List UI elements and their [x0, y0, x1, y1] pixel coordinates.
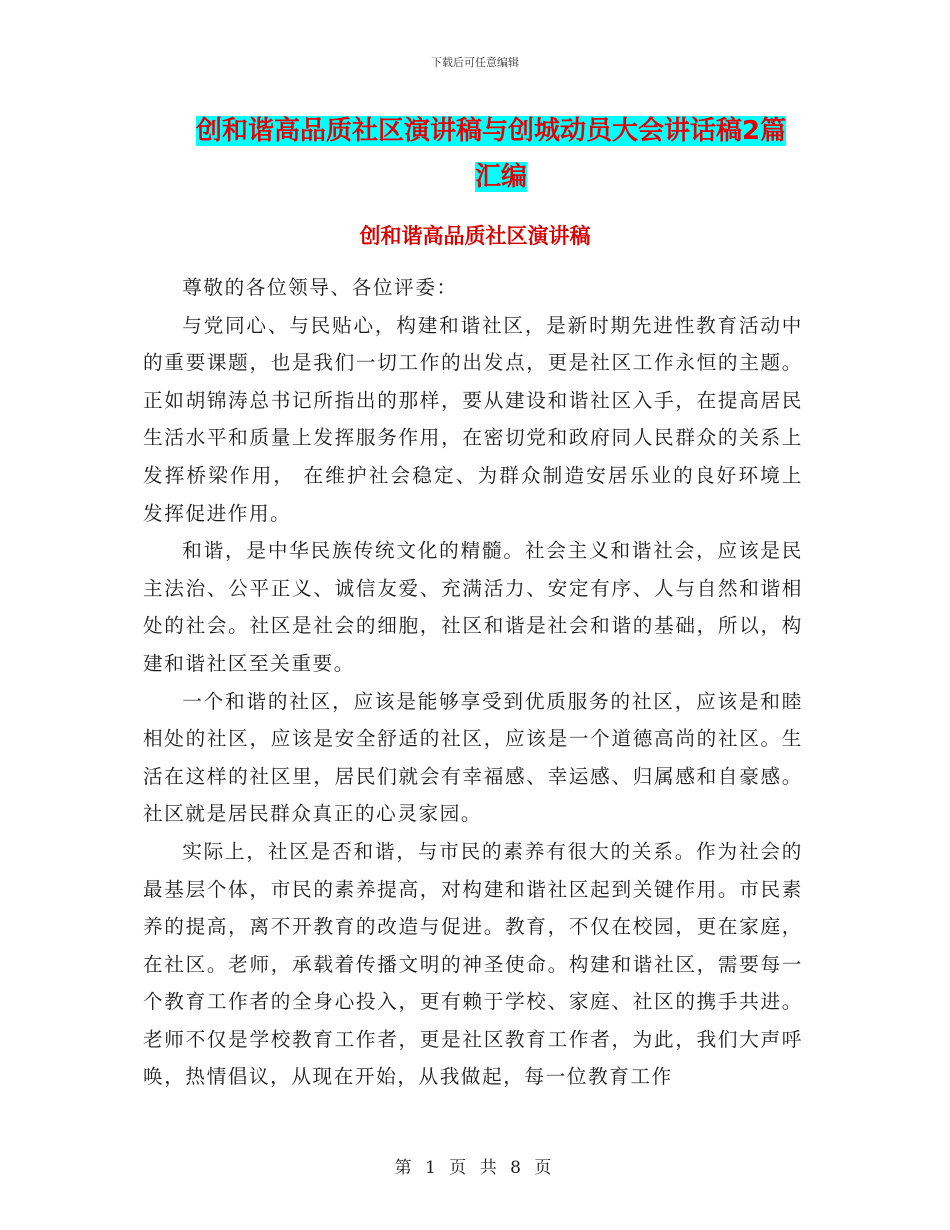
document-title: [196, 108, 806, 200]
document-title-line-1: 创和谐高品质社区演讲稿与创城动员大会讲话稿2篇: [196, 116, 787, 146]
section-title: 创和谐高品质社区演讲稿: [359, 224, 591, 248]
page-header-note: 下载后可任意编辑: [431, 56, 519, 69]
body-paragraph: 和谐，是中华民族传统文化的精髓。社会主义和谐社会，应该是民主法治、公平正义、诚信友爱、充满活力、安定有序、人与自然和谐相处的社会。社区是社会的细胞，社区和谐是社会和谐的基础，所以，构建和谐社区至关重要。: [143, 539, 803, 675]
document-title-line-2: 汇编: [474, 162, 527, 192]
salutation-paragraph: 尊敬的各位领导、各位评委：: [182, 276, 458, 299]
body-paragraph: 与党同心、与民贴心，构建和谐社区，是新时期先进性教育活动中的重要课题，也是我们一切工作的出发点，更是社区工作永恒的主题。正如胡锦涛总书记所指出的那样，要从建设和谐社区入手，在提高居民生活水平和质量上发挥服务作用，在密切党和政府同人民群众的关系上发挥桥梁作用， 在维护社会稳定、为群众制造安居乐业的良好环境上发挥促进作用。: [143, 313, 803, 525]
page-number-footer: 第 1 页 共 8 页: [394, 1158, 556, 1178]
body-paragraph: 一个和谐的社区，应该是能够享受到优质服务的社区，应该是和睦相处的社区，应该是安全舒适的社区，应该是一个道德高尚的社区。生活在这样的社区里，居民们就会有幸福感、幸运感、归属感和自豪感。社区就是居民群众真正的心灵家园。: [143, 689, 803, 826]
body-text: [143, 269, 803, 1096]
body-paragraph: 实际上，社区是否和谐，与市民的素养有很大的关系。作为社会的最基层个体，市民的素养提高，对构建和谐社区起到关键作用。市民素养的提高，离不开教育的改造与促进。教育，不仅在校园，更在家庭，在社区。老师，承载着传播文明的神圣使命。构建和谐社区，需要每一个教育工作者的全身心投入，更有赖于学校、家庭、社区的携手共进。老师不仅是学校教育工作者，更是社区教育工作者，为此，我们大声呼唤，热情倡议，从现在开始，从我做起，每一位教育工作: [143, 839, 803, 1089]
